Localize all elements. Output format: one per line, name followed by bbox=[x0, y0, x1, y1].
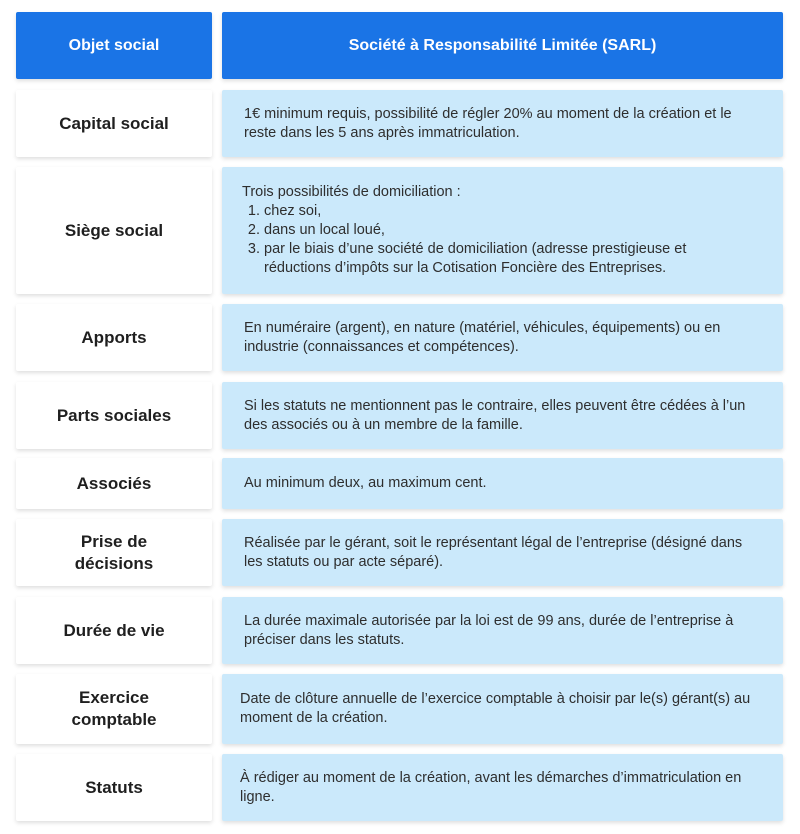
value-capital-social bbox=[222, 90, 783, 157]
value-capital-social-text: 1€ minimum requis, possibilité de régler 20% au moment de la création et le reste dans les 5 ans après immatriculation. bbox=[244, 105, 732, 141]
value-apports bbox=[222, 304, 783, 371]
value-associes-text: Au minimum deux, au maximum cent. bbox=[244, 475, 487, 491]
siege-intro: Trois possibilités de domiciliation : bbox=[242, 184, 461, 200]
label-prise-de-decisions: Prise de décisions bbox=[16, 519, 212, 586]
label-exercice-comptable: Exercice comptable bbox=[16, 674, 212, 744]
value-prise-de-decisions-text: Réalisée par le gérant, soit le représentant légal de l’entreprise (désigné dans les statuts ou par acte séparé). bbox=[244, 534, 743, 570]
label-duree-de-vie: Durée de vie bbox=[16, 597, 212, 664]
label-siege-social: Siège social bbox=[16, 167, 212, 294]
value-duree-de-vie bbox=[222, 597, 783, 664]
value-duree-de-vie-text: La durée maximale autorisée par la loi est de 99 ans, durée de l’entreprise à préciser dans les statuts. bbox=[244, 612, 734, 648]
value-parts-sociales bbox=[222, 382, 783, 449]
label-parts-sociales: Parts sociales bbox=[16, 382, 212, 449]
siege-item: 2. dans un local loué, bbox=[264, 221, 755, 240]
siege-item: 3. par le biais d’une société de domiciliation (adresse prestigieuse et réductions d’impôts sur la Cotisation Foncière des Entreprises. bbox=[264, 240, 755, 278]
value-exercice-comptable bbox=[222, 674, 783, 744]
siege-list bbox=[242, 202, 755, 278]
label-associes: Associés bbox=[16, 458, 212, 509]
label-statuts: Statuts bbox=[16, 754, 212, 821]
siege-item: 1. chez soi, bbox=[264, 202, 755, 221]
value-prise-de-decisions bbox=[222, 519, 783, 586]
value-statuts bbox=[222, 754, 783, 821]
value-siege-social bbox=[222, 167, 783, 294]
label-apports: Apports bbox=[16, 304, 212, 371]
label-capital-social: Capital social bbox=[16, 90, 212, 157]
value-associes bbox=[222, 458, 783, 509]
value-apports-text: En numéraire (argent), en nature (matériel, véhicules, équipements) ou en industrie (connaissances et compétences). bbox=[244, 319, 721, 355]
value-statuts-text: À rédiger au moment de la création, avant les démarches d’immatriculation en ligne. bbox=[240, 769, 742, 805]
value-exercice-comptable-text: Date de clôture annuelle de l’exercice comptable à choisir par le(s) gérant(s) au moment de la création. bbox=[240, 691, 751, 726]
header-sarl: Société à Responsabilité Limitée (SARL) bbox=[222, 12, 783, 79]
value-parts-sociales-text: Si les statuts ne mentionnent pas le contraire, elles peuvent être cédées à l’un des associés ou à un membre de la famille. bbox=[244, 397, 746, 433]
header-objet-social: Objet social bbox=[16, 12, 212, 79]
